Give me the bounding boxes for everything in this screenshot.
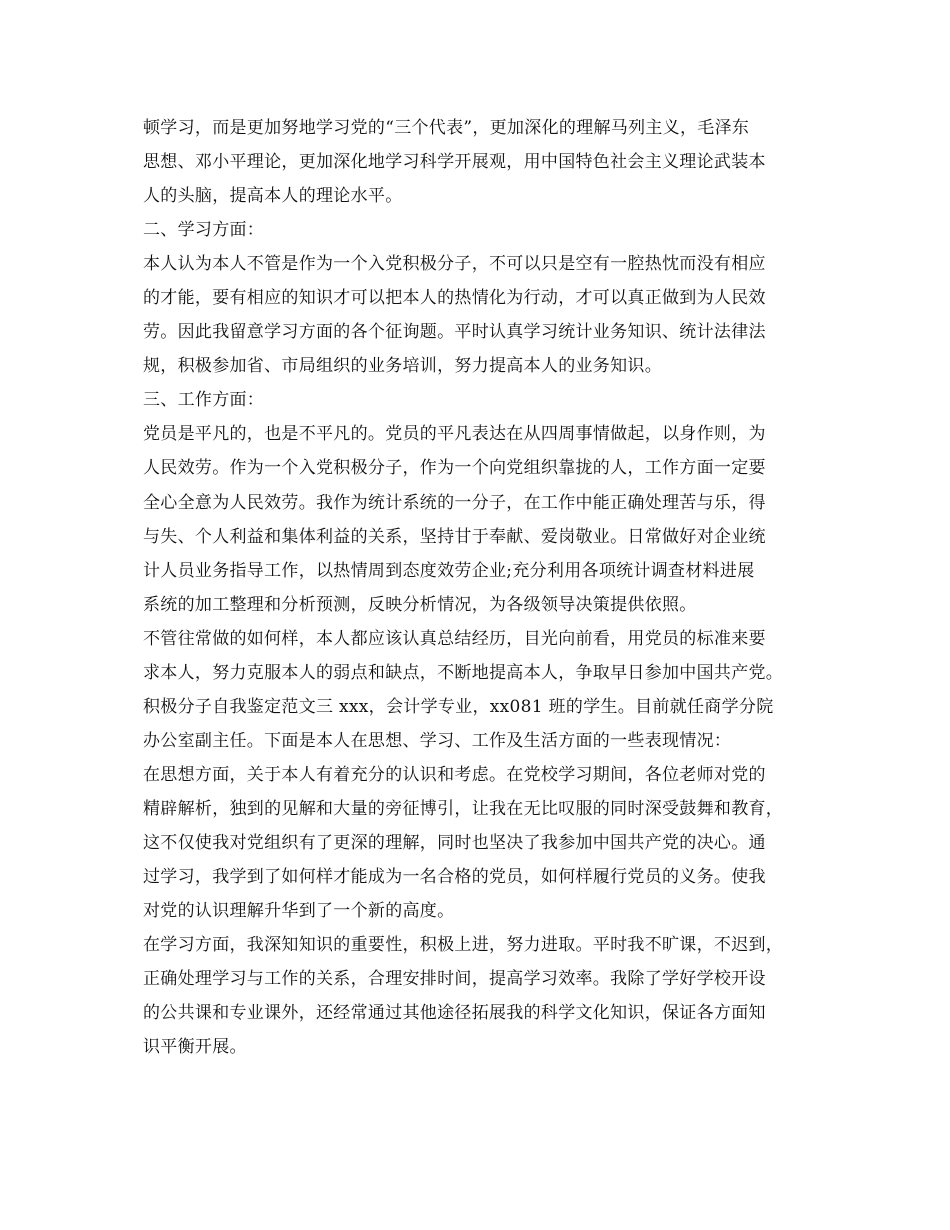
text-line: 在思想方面，关于本人有着充分的认识和考虑。在党校学习期间，各位老师对党的 — [143, 764, 766, 785]
text-line: 劳。因此我留意学习方面的各个征询题。平时认真学习统计业务知识、统计法律法 — [143, 322, 766, 343]
text-line: 与失、个人利益和集体利益的关系，坚持甘于奉献、爱岗敬业。日常做好对企业统 — [143, 526, 766, 547]
text-line: 的才能，要有相应的知识才可以把本人的热情化为行动，才可以真正做到为人民效 — [143, 288, 766, 309]
document-body — [143, 111, 823, 1064]
text-line: 识平衡开展。 — [143, 1037, 247, 1058]
text-line: 思想、邓小平理论，更加深化地学习科学开展观，用中国特色社会主义理论武装本 — [143, 152, 766, 173]
text-line: 三、工作方面： — [143, 390, 265, 411]
text-line: 二、学习方面： — [143, 220, 265, 241]
text-line: 本人认为本人不管是作为一个入党积极分子，不可以只是空有一腔热忱而没有相应 — [143, 254, 766, 275]
text-line: 不管往常做的如何样，本人都应该认真总结经历，目光向前看，用党员的标准来要 — [143, 628, 766, 649]
text-line: 规，积极参加省、市局组织的业务培训，努力提高本人的业务知识。 — [143, 356, 662, 377]
text-line: 正确处理学习与工作的关系，合理安排时间，提高学习效率。我除了学好学校开设 — [143, 969, 766, 990]
text-line: 过学习，我学到了如何样才能成为一名合格的党员，如何样履行党员的义务。使我 — [143, 867, 766, 888]
text-line: 在学习方面，我深知知识的重要性，积极上进，努力进取。平时我不旷课，不迟到， — [143, 935, 784, 956]
text-line: 党员是平凡的，也是不平凡的。党员的平凡表达在从四周事情做起，以身作则，为 — [143, 424, 766, 445]
text-line: 的公共课和专业课外，还经常通过其他途径拓展我的科学文化知识，保证各方面知 — [143, 1003, 766, 1024]
text-line: 精辟解析，独到的见解和大量的旁征博引，让我在无比叹服的同时深受鼓舞和教育， — [143, 798, 784, 819]
text-line: 计人员业务指导工作，以热情周到态度效劳企业;充分利用各项统计调查材料进展 — [143, 560, 755, 581]
text-line: 积极分子自我鉴定范文三 xxx，会计学专业，xx081 班的学生。目前就任商学分院 — [143, 696, 774, 717]
text-line: 办公室副主任。下面是本人在思想、学习、工作及生活方面的一些表现情况： — [143, 730, 732, 751]
text-line: 人的头脑，提高本人的理论水平。 — [143, 186, 403, 207]
text-line: 全心全意为人民效劳。我作为统计系统的一分子，在工作中能正确处理苦与乐，得 — [143, 492, 766, 513]
text-line: 对党的认识理解升华到了一个新的高度。 — [143, 901, 455, 922]
text-line: 系统的加工整理和分析预测，反映分析情况，为各级领导决策提供依照。 — [143, 594, 697, 615]
text-line: 人民效劳。作为一个入党积极分子，作为一个向党组织靠拢的人，工作方面一定要 — [143, 458, 766, 479]
text-line: 这不仅使我对党组织有了更深的理解，同时也坚决了我参加中国共产党的决心。通 — [143, 832, 766, 853]
text-line: 顿学习，而是更加努地学习党的“三个代表”，更加深化的理解马列主义，毛泽东 — [143, 118, 750, 138]
text-line: 求本人，努力克服本人的弱点和缺点，不断地提高本人，争取早日参加中国共产党。 — [143, 662, 784, 683]
